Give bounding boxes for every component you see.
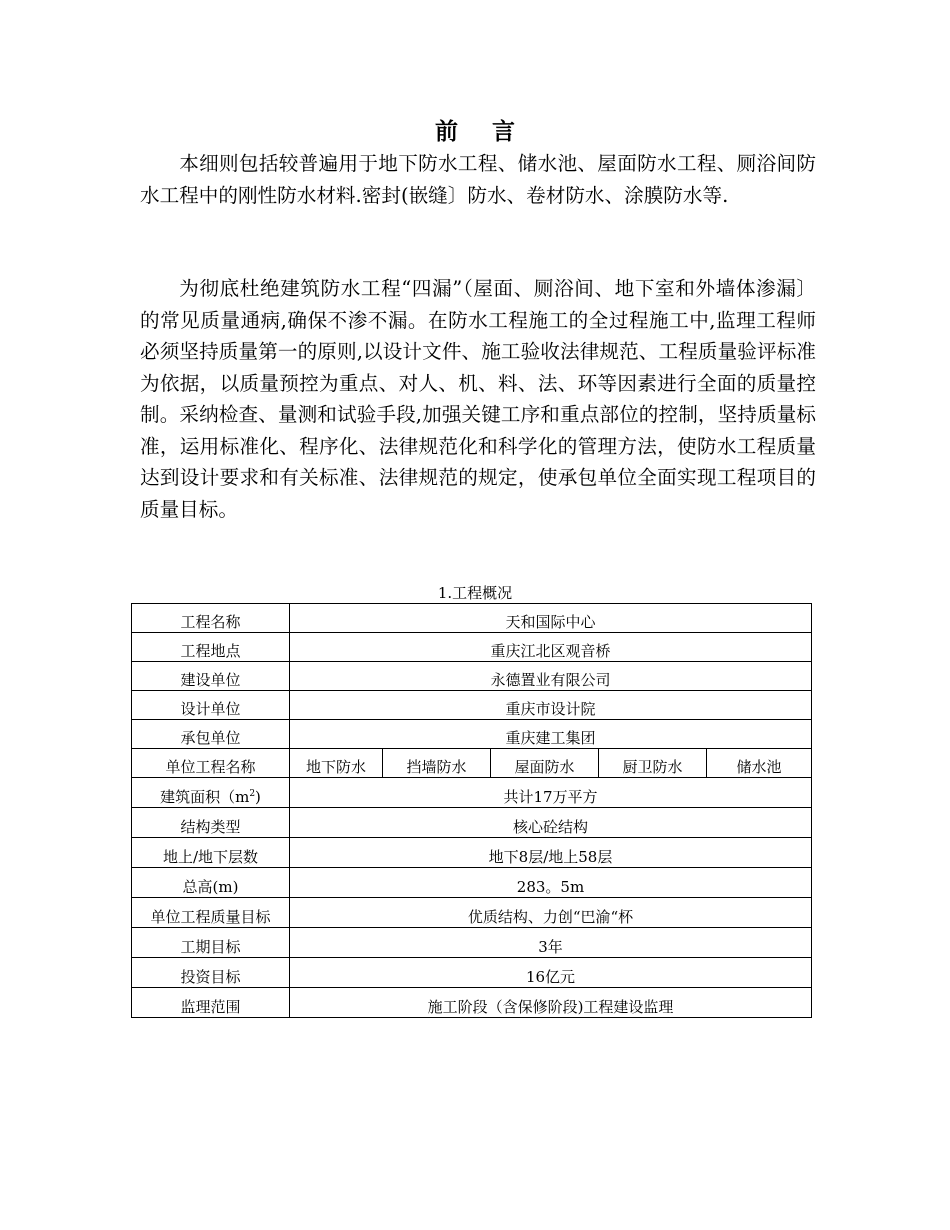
page-title — [0, 113, 950, 146]
project-overview-table — [131, 603, 812, 1018]
table-row — [132, 868, 812, 898]
row-label: 工期目标 — [132, 928, 290, 958]
row-label — [132, 778, 290, 808]
row-value: 共计17万平方 — [290, 778, 812, 808]
row-label: 工程地点 — [132, 633, 290, 662]
unit-item: 挡墙防水 — [383, 749, 491, 778]
area-label-prefix: 建筑面积（m — [160, 788, 250, 806]
row-value: 核心砼结构 — [290, 808, 812, 838]
row-value: 重庆江北区观音桥 — [290, 633, 812, 662]
area-label-sup: 2 — [249, 789, 256, 799]
row-label: 承包单位 — [132, 720, 290, 749]
table-row — [132, 898, 812, 928]
row-value: 施工阶段（含保修阶段)工程建设监理 — [290, 988, 812, 1018]
table-row — [132, 720, 812, 749]
row-value: 天和国际中心 — [290, 604, 812, 633]
row-label: 结构类型 — [132, 808, 290, 838]
table-row — [132, 838, 812, 868]
row-label: 设计单位 — [132, 691, 290, 720]
table-row — [132, 633, 812, 662]
row-value: 重庆建工集团 — [290, 720, 812, 749]
row-value: 283。5m — [290, 868, 812, 898]
table-caption: 1.工程概况 — [437, 584, 513, 602]
row-value: 地下8层/地上58层 — [290, 838, 812, 868]
row-label: 工程名称 — [132, 604, 290, 633]
unit-item: 储水池 — [707, 749, 812, 778]
table-row — [132, 778, 812, 808]
table-row — [132, 604, 812, 633]
title-char-1: 前 — [435, 118, 458, 145]
unit-project-row — [132, 749, 812, 778]
unit-item: 地下防水 — [290, 749, 383, 778]
row-label: 投资目标 — [132, 958, 290, 988]
row-value: 3年 — [290, 928, 812, 958]
title-char-2: 言 — [492, 118, 515, 145]
unit-item: 屋面防水 — [491, 749, 599, 778]
row-value: 永德置业有限公司 — [290, 662, 812, 691]
row-label: 总高(m) — [132, 868, 290, 898]
table-row — [132, 928, 812, 958]
row-value: 16亿元 — [290, 958, 812, 988]
quality-paragraph: 为彻底杜绝建筑防水工程“四漏”（屋面、厕浴间、地下室和外墙体渗漏〕的常见质量通病,确保不渗不漏。在防水工程施工的全过程施工中,监理工程师必须坚持质量第一的原则,以设计文件、施工验收法律规范、工程质量验评标准为依据，以质量预控为重点、对人、机、料、法、环等因素进行全面的质量控制。采纳检查、量测和试验手段,加强关键工序和重点部位的控制，坚持质量标准，运用标准化、程序化、法律规范化和科学化的管理方法，使防水工程质量达到设计要求和有关标准、法律规范的规定，使承包单位全面实现工程项目的质量目标。 — [140, 277, 816, 521]
table-row — [132, 958, 812, 988]
row-value: 优质结构、力创“巴渝“杯 — [290, 898, 812, 928]
row-label: 监理范围 — [132, 988, 290, 1018]
row-label: 地上/地下层数 — [132, 838, 290, 868]
unit-item: 厨卫防水 — [599, 749, 707, 778]
intro-paragraph: 本细则包括较普遍用于地下防水工程、储水池、屋面防水工程、厕浴间防水工程中的刚性防水材料.密封(嵌缝〕防水、卷材防水、涂膜防水等. — [140, 152, 816, 207]
row-label: 单位工程名称 — [132, 749, 290, 778]
area-label-suffix: ) — [255, 788, 261, 806]
row-value: 重庆市设计院 — [290, 691, 812, 720]
row-label: 单位工程质量目标 — [132, 898, 290, 928]
row-label: 建设单位 — [132, 662, 290, 691]
table-row — [132, 662, 812, 691]
table-row — [132, 988, 812, 1018]
table-row — [132, 691, 812, 720]
table-row — [132, 808, 812, 838]
